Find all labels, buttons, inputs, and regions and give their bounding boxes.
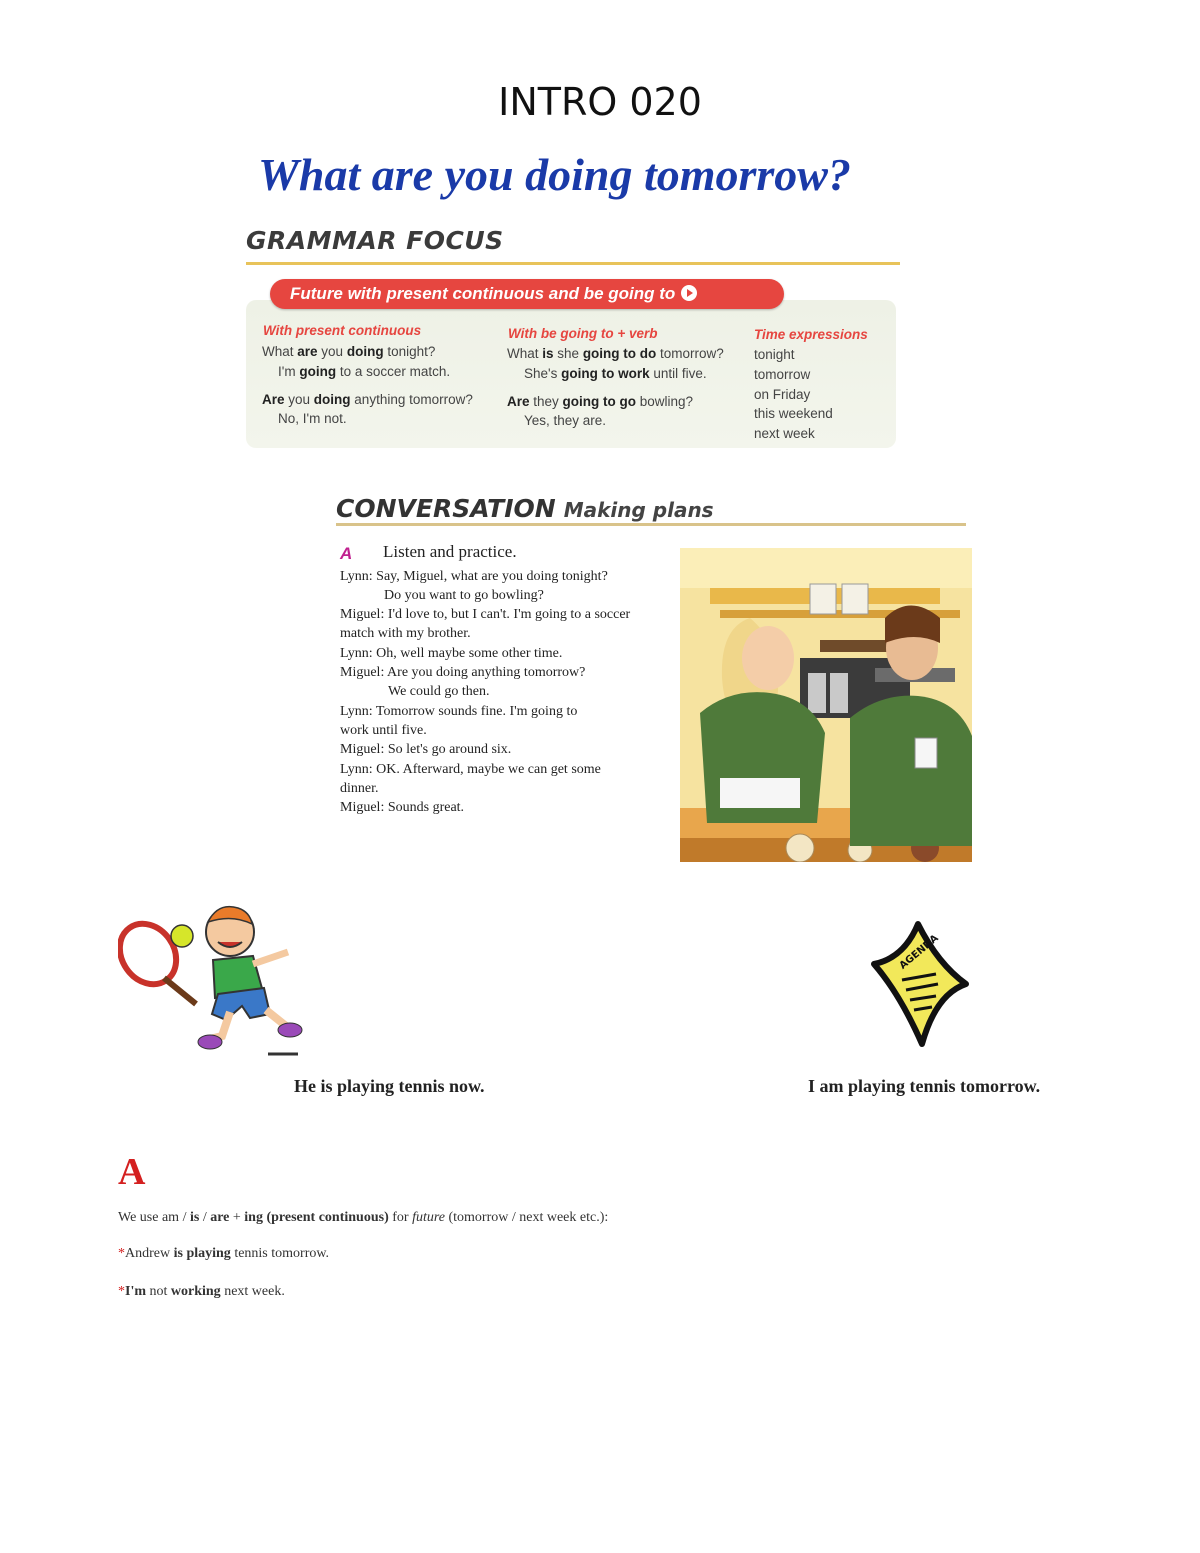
dialogue-line: Lynn: OK. Afterward, maybe we can get some xyxy=(340,762,601,777)
play-audio-icon[interactable] xyxy=(681,285,697,301)
page-title: INTRO 020 xyxy=(498,80,702,124)
dialogue-line: Do you want to go bowling? xyxy=(384,588,544,603)
grammar-banner-label: Future with present continuous and be going to xyxy=(290,284,676,303)
conversation-divider xyxy=(336,523,966,526)
tennis-player-illustration xyxy=(118,902,308,1064)
dialogue-line: work until five. xyxy=(340,723,427,738)
conversation-title: CONVERSATION xyxy=(336,494,556,523)
dialogue-line: Miguel: I'd love to, but I can't. I'm going to a soccer xyxy=(340,607,631,622)
conversation-subtitle: Making plans xyxy=(563,498,714,522)
dialogue-line: Lynn: Say, Miguel, what are you doing tonight? xyxy=(340,569,608,584)
caption-tomorrow: I am playing tennis tomorrow. xyxy=(808,1076,1041,1096)
example-sentence: *I'm not working next week. xyxy=(118,1284,285,1299)
grammar-example: Are you doing anything tomorrow? xyxy=(262,392,473,407)
time-expression: tonight xyxy=(754,347,795,362)
grammar-banner xyxy=(270,279,784,309)
grammar-example: What are you doing tonight? xyxy=(262,344,436,359)
example-sentence: *Andrew is playing tennis tomorrow. xyxy=(118,1246,330,1261)
grammar-rule: We use am / is / are + ing (present continuous) for future (tomorrow / next week etc.): xyxy=(118,1210,609,1225)
dialogue-line: Lynn: Tomorrow sounds fine. I'm going to xyxy=(340,704,578,719)
grammar-example: She's going to work until five. xyxy=(524,366,707,381)
exercise-letter: A xyxy=(340,544,353,563)
exercise-instruction: Listen and practice. xyxy=(383,542,517,561)
grammar-focus-heading: GRAMMAR FOCUS xyxy=(246,226,504,255)
dialogue-line: Miguel: Are you doing anything tomorrow? xyxy=(340,665,586,680)
section-letter: A xyxy=(118,1151,146,1193)
grammar-example: What is she going to do tomorrow? xyxy=(507,346,724,361)
time-expression: this weekend xyxy=(754,406,833,421)
dialogue-line: Lynn: Oh, well maybe some other time. xyxy=(340,646,563,661)
grammar-example: I'm going to a soccer match. xyxy=(278,364,451,379)
agenda-illustration xyxy=(866,920,972,1050)
dialogue-line: match with my brother. xyxy=(340,626,471,641)
present-continuous-heading: With present continuous xyxy=(263,323,422,338)
dialogue-line: Miguel: Sounds great. xyxy=(340,800,465,815)
caption-now: He is playing tennis now. xyxy=(294,1076,485,1096)
grammar-example: No, I'm not. xyxy=(278,411,347,426)
grammar-example: Yes, they are. xyxy=(524,413,607,428)
cafe-illustration xyxy=(680,548,972,862)
time-expression: on Friday xyxy=(754,387,811,402)
grammar-divider xyxy=(246,262,900,265)
dialogue-line: dinner. xyxy=(340,781,379,796)
time-expression: tomorrow xyxy=(754,367,811,382)
be-going-to-heading: With be going to + verb xyxy=(508,326,658,341)
time-expression: next week xyxy=(754,426,815,441)
grammar-example: Are they going to go bowling? xyxy=(507,394,694,409)
lesson-title: What are you doing tomorrow? xyxy=(258,149,851,200)
conversation-heading xyxy=(336,494,714,523)
time-expressions-heading: Time expressions xyxy=(754,327,868,342)
agenda-label: AGENDA xyxy=(897,932,941,972)
dialogue-line: We could go then. xyxy=(388,684,490,699)
dialogue-line: Miguel: So let's go around six. xyxy=(340,742,512,757)
